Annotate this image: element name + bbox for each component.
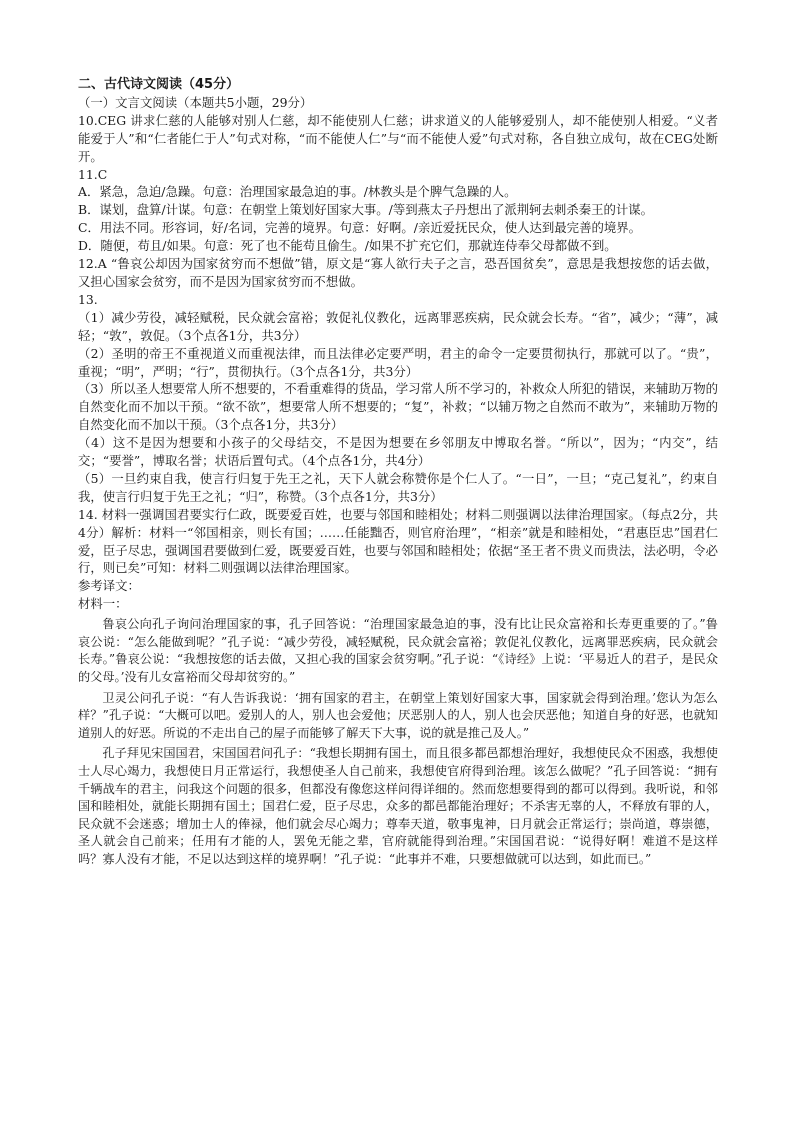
translation-paragraph-1: 鲁哀公向孔子询问治理国家的事，孔子回答说：“治理国家最急迫的事，没有比让民众富裕和长寿更重要的了。”鲁哀公说：“怎么能做到呢？”孔子说：“减少劳役，减轻赋税，民众就会富裕；敦促礼仪教化，远离罪恶疾病，民众就会长寿。”鲁哀公说：“我想按您的话去做，又担心我的国家会贫穷啊。”孔子说：“《诗经》上说：‘平易近人的君子，是民众的父母。’没有儿女富裕而父母却贫穷的。” [78, 617, 718, 684]
translation-paragraph-2: 卫灵公问孔子说：“有人告诉我说：‘拥有国家的君主，在朝堂上策划好国家大事，国家就会得到治理。’您认为怎么样？”孔子说：“大概可以吧。爱别人的人，别人也会爱他；厌恶别人的人，别人也会厌恶他；知道自身的好恶，也就知道别人的好恶。所说的不走出自己的屋子而能够了解天下大事，说的就是推己及人。” [78, 690, 718, 740]
answer-page [78, 76, 718, 869]
answer-q13-part-2: （2）圣明的帝王不重视道义而重视法律，而且法律必定要严明，君主的命令一定要贯彻执行，那就可以了。“贵”，重视；“明”，严明；“行”，贯彻执行。（3个点各1分，共3分） [78, 345, 718, 379]
answer-q12: 12.A “鲁哀公却因为国家贫穷而不想做”错，原文是“寡人欲行夫子之言，恐吾国贫矣”，意思是我想按您的话去做，又担心国家会贫穷，而不是因为国家贫穷而不想做。 [78, 256, 718, 289]
answer-q10: 10.CEG 讲求仁慈的人能够对别人仁慈，却不能使别人仁慈；讲求道义的人能够爱别人，却不能使别人相爱。“义者能爱于人”和“仁者能仁于人”句式对称，“而不能使人仁”与“而不能使人爱”句式对称，各自独立成句，故在CEG处断开。 [78, 112, 718, 164]
answer-q11-option-b: B．谋划，盘算/计谋。句意：在朝堂上策划好国家大事。/等到燕太子丹想出了派荆轲去刺杀秦王的计谋。 [78, 202, 654, 218]
answer-q11: 11.C [78, 166, 108, 182]
answer-q13-part-3: （3）所以圣人想要常人所不想要的，不看重难得的货品，学习常人所不学习的，补救众人所犯的错误，来辅助万物的自然变化而不加以干预。“欲不欲”，想要常人所不想要的；“复”，补救；“以辅万物之自然而不敢为”，来辅助万物的自然变化而不加以干预。（3个点各1分，共3分） [78, 381, 718, 433]
answer-q11-option-d: D．随便，苟且/如果。句意：死了也不能苟且偷生。/如果不扩充它们，那就连侍奉父母都做不到。 [78, 238, 617, 254]
translation-paragraph-3: 孔子拜见宋国国君，宋国国君问孔子：“我想长期拥有国土，而且很多都邑都想治理好，我想使民众不困惑，我想使士人尽心竭力，我想使日月正常运行，我想使圣人自己前来，我想使官府得到治理。该怎么做呢？”孔子回答说：“拥有千辆战车的君主，问我这个问题的很多，但都没有像您这样问得详细的。然而您想要得到的都可以得到。我听说，和邻国和睦相处，就能长期拥有国土；国君仁爱，臣子尽忠，众多的都邑都能治理好；不杀害无辜的人，不释放有罪的人，民众就不会迷惑；增加士人的俸禄，他们就会尽心竭力；尊奉天道，敬事鬼神，日月就会正常运行；崇尚道，尊崇德，圣人就会自己前来；任用有才能的人，罢免无能之辈，官府就能得到治理。”宋国国君说：“说得好啊！难道不是这样吗？寡人没有才能，不足以达到这样的境界啊！”孔子说：“此事并不难，只要想做就可以达到，如此而已。” [78, 746, 718, 866]
answer-q13-part-5: （5）一旦约束自我，使言行归复于先王之礼，天下人就会称赞你是个仁人了。“一日”，一旦；“克己复礼”，约束自我，使言行归复于先王之礼；“归”，称赞。（3个点各1分，共3分） [78, 470, 718, 504]
subsection-title: （一）文言文阅读（本题共5小题，29分） [78, 94, 313, 110]
section-title: 二、古代诗文阅读（45分） [78, 77, 240, 92]
answer-q14: 14. 材料一强调国君要实行仁政，既要爱百姓，也要与邻国和睦相处；材料二则强调以法律治理国家。（每点2分，共4分）解析：材料一“邻国相亲，则长有国；……任能黜否，则官府治理”，“相亲”就是和睦相处，“君惠臣忠”国君仁爱，臣子尽忠，强调国君要做到仁爱，既要爱百姓，也要与邻国和睦相处；依据“圣王者不贵义而贵法，法必明，令必行，则已矣”可知：材料二则强调以法律治理国家。 [78, 506, 718, 576]
reference-translation-label: 参考译文： [78, 578, 140, 594]
answer-q11-option-a: A．紧急，急迫/急躁。句意：治理国家最急迫的事。/林教头是个脾气急躁的人。 [78, 184, 517, 200]
material-one-label: 材料一： [78, 596, 128, 612]
answer-q13: 13. [78, 291, 98, 307]
answer-q13-part-1: （1）减少劳役，减轻赋税，民众就会富裕；敦促礼仪教化，远离罪恶疾病，民众就会长寿。“省”，减少；“薄”，减轻；“敦”，敦促。（3个点各1分，共3分） [78, 309, 718, 343]
answer-q11-option-c: C．用法不同。形容词，好/名词，完善的境界。句意：好啊。/亲近爱抚民众，使人达到最完善的境界。 [78, 220, 642, 236]
answer-q13-part-4: （4）这不是因为想要和小孩子的父母结交，不是因为想要在乡邻朋友中博取名誉。“所以”，因为；“内交”，结交；“要誉”，博取名誉；状语后置句式。（4个点各1分，共4分） [78, 435, 718, 469]
